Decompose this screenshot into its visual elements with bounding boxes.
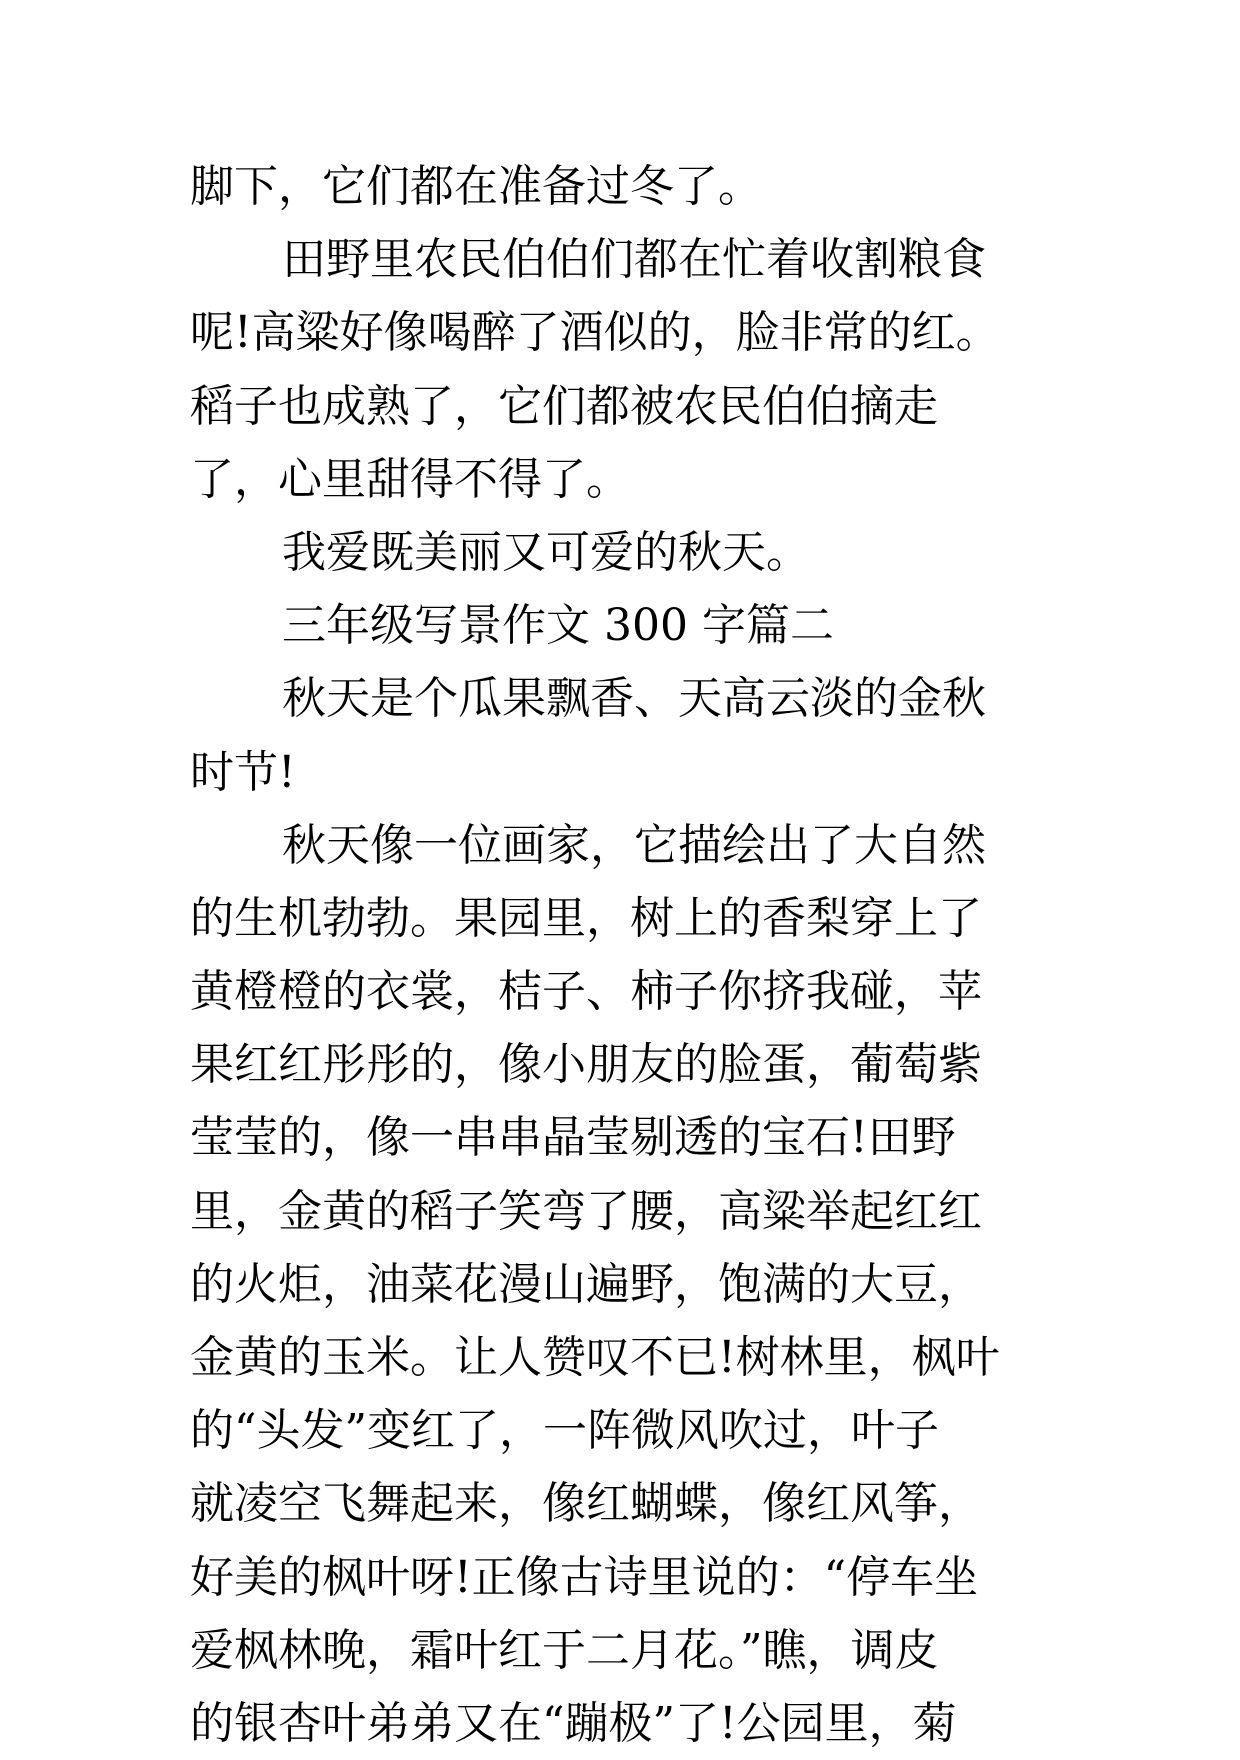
- essay-text: [190, 150, 1070, 1760]
- text-line: 莹莹的，像一串串晶莹剔透的宝石!田野: [190, 1112, 956, 1164]
- section-heading: 三年级写景作文 300 字篇二: [282, 600, 834, 652]
- text-line: 脚下，它们都在准备过冬了。: [190, 161, 762, 212]
- text-line: 的银杏叶弟弟又在“蹦极”了!公园里，菊: [190, 1697, 957, 1749]
- text-line: 里，金黄的稻子笑弯了腰，高粱举起红红: [190, 1185, 982, 1237]
- paragraph-start-line: 秋天是个瓜果飘香、天高云淡的金秋: [282, 673, 986, 725]
- text-line: 稻子也成熟了，它们都被农民伯伯摘走: [190, 380, 938, 432]
- text-line: 黄橙橙的衣裳，桔子、柿子你挤我碰，苹: [190, 966, 982, 1018]
- text-line: 了，心里甜得不得了。: [190, 453, 630, 505]
- text-line: 的火炬，油菜花漫山遍野，饱满的大豆，: [190, 1258, 982, 1310]
- text-line: 呢!高粱好像喝醉了酒似的，脸非常的红。: [190, 307, 1000, 359]
- text-line: 果红红彤彤的，像小朋友的脸蛋，葡萄紫: [190, 1039, 982, 1091]
- text-line: 爱枫林晚，霜叶红于二月花。”瞧，调皮: [190, 1624, 939, 1676]
- paragraph-start-line: 田野里农民伯伯们都在忙着收割粮食: [282, 234, 986, 286]
- paragraph-start-line: 我爱既美丽又可爱的秋天。: [282, 526, 810, 578]
- text-line: 的生机勃勃。果园里，树上的香梨穿上了: [190, 892, 982, 944]
- paragraph-start-line: 秋天像一位画家，它描绘出了大自然: [282, 819, 986, 871]
- text-line: 好美的枫叶呀!正像古诗里说的：“停车坐: [190, 1551, 979, 1603]
- text-line: 金黄的玉米。让人赞叹不已!树林里，枫叶: [190, 1332, 1000, 1383]
- text-line: 就凌空飞舞起来，像红蝴蝶，像红风筝，: [190, 1478, 982, 1530]
- text-line: 时节!: [190, 746, 296, 798]
- text-line: 的“头发”变红了，一阵微风吹过，叶子: [190, 1405, 939, 1457]
